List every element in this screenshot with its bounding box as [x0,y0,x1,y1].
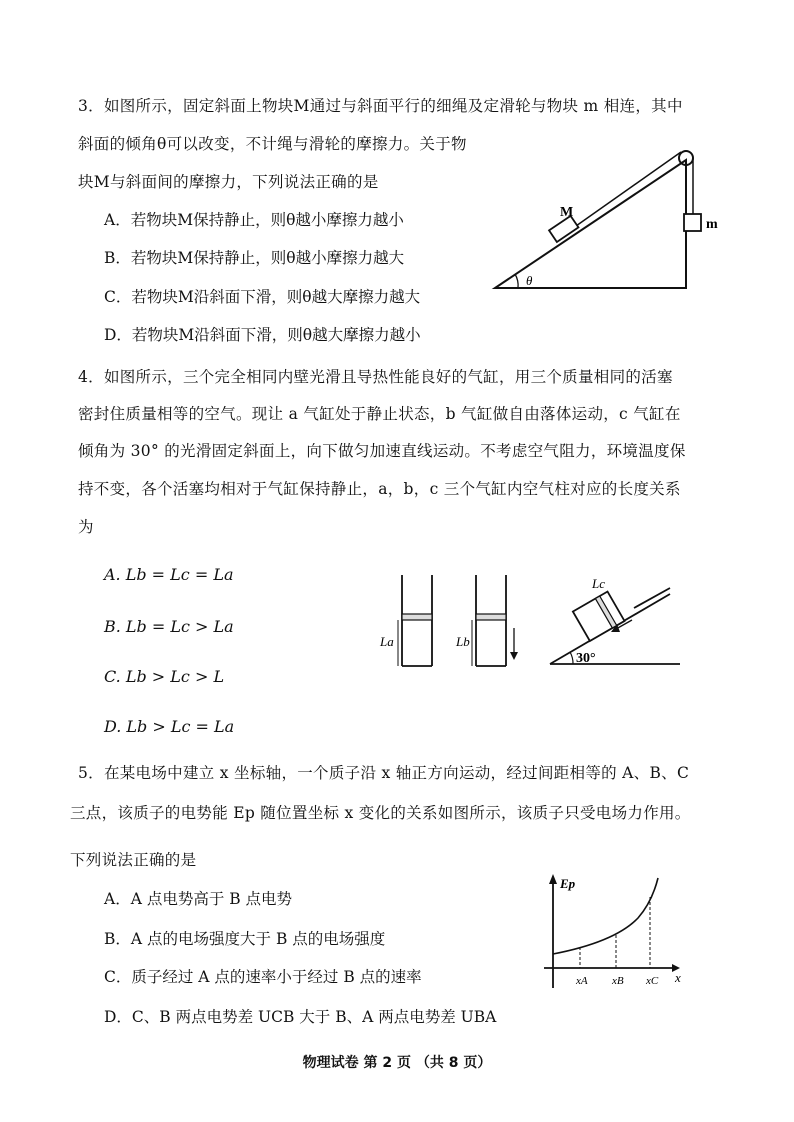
q5-line-3: 下列说法正确的是 [70,851,197,869]
q3-incline-figure [490,140,730,300]
rope-incline [576,152,681,226]
q4-line-2: 密封住质量相等的空气。现让 a 气缸处于静止状态，b 气缸做自由落体运动，c 气缸在 [78,405,681,423]
q3-option-d: D．若物块M沿斜面下滑，则θ越大摩擦力越小 [104,326,421,344]
incline-c [550,575,680,664]
q4-line-3: 倾角为 30° 的光滑固定斜面上，向下做匀加速直线运动。不考虑空气阻力，环境温度保 [78,442,686,460]
q3-line-1: 3．如图所示，固定斜面上物块M通过与斜面平行的细绳及定滑轮与物块 m 相连，其中 [78,97,683,115]
q3-option-c: C．若物块M沿斜面下滑，则θ越大摩擦力越大 [104,288,421,306]
incline-triangle [495,160,686,288]
label-x: x [675,970,681,985]
page-footer: 物理试卷 第 2 页 （共 8 页） [302,1055,492,1071]
q3-line-2: 斜面的倾角θ可以改变，不计绳与滑轮的摩擦力。关于物 [78,135,467,153]
label-Ep: Ep [560,876,576,891]
q5-option-a: A．A 点电势高于 B 点电势 [104,890,293,908]
q4-line-1: 4．如图所示，三个完全相同内壁光滑且导热性能良好的气缸，用三个质量相同的活塞 [78,368,673,386]
q3-option-b: B．若物块M保持静止，则θ越小摩擦力越大 [104,249,405,267]
cylinder-a [398,575,432,666]
label-theta: θ [526,273,533,288]
q5-option-c: C．质子经过 A 点的速率小于经过 B 点的速率 [104,968,422,986]
q3-option-a: A．若物块M保持静止，则θ越小摩擦力越小 [104,211,404,229]
piston-b [476,614,506,620]
tick-xB: xB [612,975,624,987]
q5-line-1: 5．在某电场中建立 x 坐标轴，一个质子沿 x 轴正方向运动，经过间距相等的 A、B、C [78,764,690,782]
label-Lc: Lc [592,576,605,591]
cylinder-b [472,575,518,666]
q3-line-3: 块M与斜面间的摩擦力，下列说法正确的是 [78,173,379,191]
q5-option-d: D．C、B 两点电势差 UCB 大于 B、A 两点电势差 UBA [104,1008,497,1026]
label-La: La [380,634,394,649]
q4-line-5: 为 [78,518,94,536]
q5-option-b: B．A 点的电场强度大于 B 点的电场强度 [104,930,386,948]
q4-line-4: 持不变，各个活塞均相对于气缸保持静止，a，b，c 三个气缸内空气柱对应的长度关系 [78,480,681,498]
block-m [684,214,701,231]
label-M: M [560,205,574,220]
label-Lb: Lb [456,634,470,649]
q4-option-a: A. Lb = Lc = La [104,565,234,584]
tick-xC: xC [646,975,659,987]
theta-arc [515,274,518,288]
q5-ep-graph [540,872,700,994]
q4-option-c: C. Lb > Lc > L [104,667,225,686]
q4-option-b: B. Lb = Lc > La [104,617,234,636]
q5-line-2: 三点，该质子的电势能 Ep 随位置坐标 x 变化的关系如图所示，该质子只受电场力作用。 [70,804,691,822]
piston-a [402,614,432,620]
q4-option-d: D. Lb > Lc = La [104,717,235,736]
label-m: m [706,217,718,232]
label-30deg: 30° [576,651,596,666]
q4-cylinders-figure [370,570,690,680]
tick-xA: xA [576,975,588,987]
